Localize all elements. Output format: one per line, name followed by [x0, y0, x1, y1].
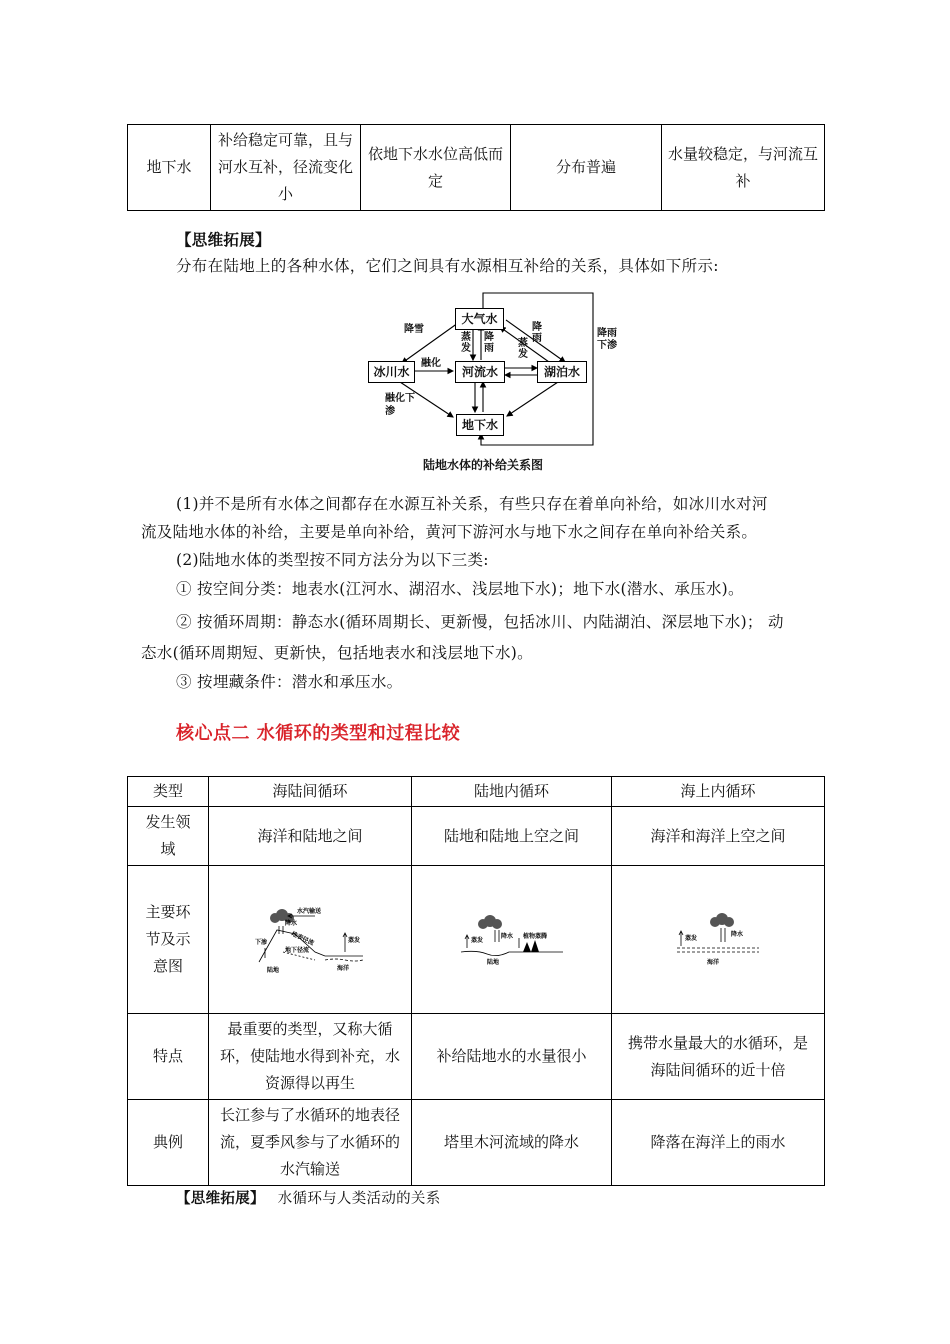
table-row	[128, 866, 825, 1014]
table-cell: 地下水	[128, 125, 211, 211]
label-snow: 降雪	[404, 324, 424, 335]
node-ground: 地下水	[456, 414, 504, 436]
table-cell: 补给稳定可靠，且与河水互补，径流变化小	[211, 125, 361, 211]
mini-label-vapor: 水汽输送	[297, 907, 322, 915]
mini-label-evap: 蒸发	[470, 936, 483, 944]
table-cell	[412, 866, 612, 1014]
paragraph-2: (2)陆地水体的类型按不同方法分为以下三类:	[176, 551, 489, 569]
label-melt-top: 融化	[421, 358, 441, 369]
paragraph-1-line-1: (1)并不是所有水体之间都存在水源互补关系，有些只存在着单向补给，如冰川水对河	[176, 495, 768, 513]
table-header-cell: 海上内循环	[612, 777, 825, 807]
water-cycle-table	[127, 776, 825, 1186]
sea-land-cycle-diagram	[255, 904, 365, 976]
table-cell: 分布普遍	[511, 125, 662, 211]
mini-label-ocean: 海洋	[707, 958, 720, 966]
label-rain-seep: 降雨下渗	[597, 328, 617, 351]
mini-label-rain: 降水	[500, 932, 513, 940]
mini-label-land: 陆地	[486, 958, 499, 966]
table-row	[128, 125, 825, 211]
table-cell: 携带水量最大的水循环，是海陆间循环的近十倍	[612, 1014, 825, 1100]
extension-2-title: 【思维拓展】	[176, 1190, 265, 1207]
table-row	[128, 1100, 825, 1186]
inland-cycle-diagram	[457, 912, 567, 968]
mini-label-seep: 下渗	[255, 938, 268, 946]
table-cell: 水量较稳定，与河流互补	[662, 125, 825, 211]
paragraph-4-line-1: ② 按循环周期：静态水(循环周期长、更新慢，包括冰川、内陆湖泊、深层地下水)； 动	[176, 613, 784, 631]
mini-label-rain: 降水	[731, 930, 744, 938]
table-cell: 依地下水水位高低而定	[361, 125, 511, 211]
label-evap-right: 蒸发	[518, 338, 528, 360]
table-header-cell: 类型	[128, 777, 209, 807]
table-cell: 降落在海洋上的雨水	[612, 1100, 825, 1186]
mini-label-rain: 降水	[285, 919, 298, 927]
section-heading: 核心点二 水循环的类型和过程比较	[176, 723, 461, 744]
mini-label-evap: 蒸发	[685, 934, 698, 942]
diagram-caption: 陆地水体的补给关系图	[423, 458, 544, 472]
label-rain-right: 降雨	[532, 322, 542, 344]
paragraph-1-line-2: 流及陆地水体的补给，主要是单向补给，黄河下游河水与地下水之间存在单向补给关系。	[141, 523, 758, 541]
paragraph-4-line-2: 态水(循环周期短、更新快，包括地表水和浅层地下水)。	[141, 644, 533, 662]
mini-label-surface: 地表径流	[290, 929, 315, 947]
extension-2-text: 水循环与人类活动的关系	[277, 1191, 441, 1207]
table-header-cell: 海陆间循环	[209, 777, 412, 807]
label-evap-mid: 蒸发	[461, 332, 471, 354]
paragraph-3: ① 按空间分类：地表水(江河水、湖沼水、浅层地下水)；地下水(潜水、承压水)。	[176, 580, 744, 598]
table-cell: 长江参与了水循环的地表径流，夏季风参与了水循环的水汽输送	[209, 1100, 412, 1186]
table-cell: 主要环节及示意图	[128, 866, 209, 1014]
water-supply-diagram	[360, 290, 625, 480]
table-header-cell: 陆地内循环	[412, 777, 612, 807]
table-row	[128, 807, 825, 866]
water-supply-table	[127, 124, 825, 211]
table-cell	[612, 866, 825, 1014]
mini-label-under: 地下径流	[285, 946, 310, 954]
table-cell: 海洋和海洋上空之间	[612, 807, 825, 866]
node-river: 河流水	[455, 361, 505, 383]
mini-label-land: 陆地	[267, 966, 280, 974]
label-rain-mid: 降雨	[484, 332, 494, 354]
mini-label-transp: 植物蒸腾	[522, 932, 547, 940]
mini-label-ocean: 海洋	[337, 964, 350, 972]
ocean-cycle-diagram	[673, 912, 763, 968]
table-cell: 塔里木河流域的降水	[412, 1100, 612, 1186]
table-cell: 陆地和陆地上空之间	[412, 807, 612, 866]
table-cell: 补给陆地水的水量很小	[412, 1014, 612, 1100]
mini-label-evap: 蒸发	[348, 936, 361, 944]
node-atmosphere: 大气水	[455, 308, 504, 330]
table-row	[128, 1014, 825, 1100]
extension-2	[176, 1187, 441, 1211]
extension-intro: 分布在陆地上的各种水体，它们之间具有水源相互补给的关系，具体如下所示:	[176, 257, 719, 275]
paragraph-5: ③ 按埋藏条件：潜水和承压水。	[176, 673, 403, 691]
node-glacier: 冰川水	[368, 361, 415, 383]
label-melt-seep: 融化下渗	[385, 393, 415, 417]
node-lake: 湖泊水	[537, 361, 587, 383]
table-cell	[209, 866, 412, 1014]
table-cell: 典例	[128, 1100, 209, 1186]
table-cell: 发生领域	[128, 807, 209, 866]
table-row	[128, 777, 825, 807]
table-cell: 海洋和陆地之间	[209, 807, 412, 866]
table-cell: 特点	[128, 1014, 209, 1100]
extension-title: 【思维拓展】	[176, 230, 271, 249]
table-cell: 最重要的类型，又称大循环，使陆地水得到补充，水资源得以再生	[209, 1014, 412, 1100]
